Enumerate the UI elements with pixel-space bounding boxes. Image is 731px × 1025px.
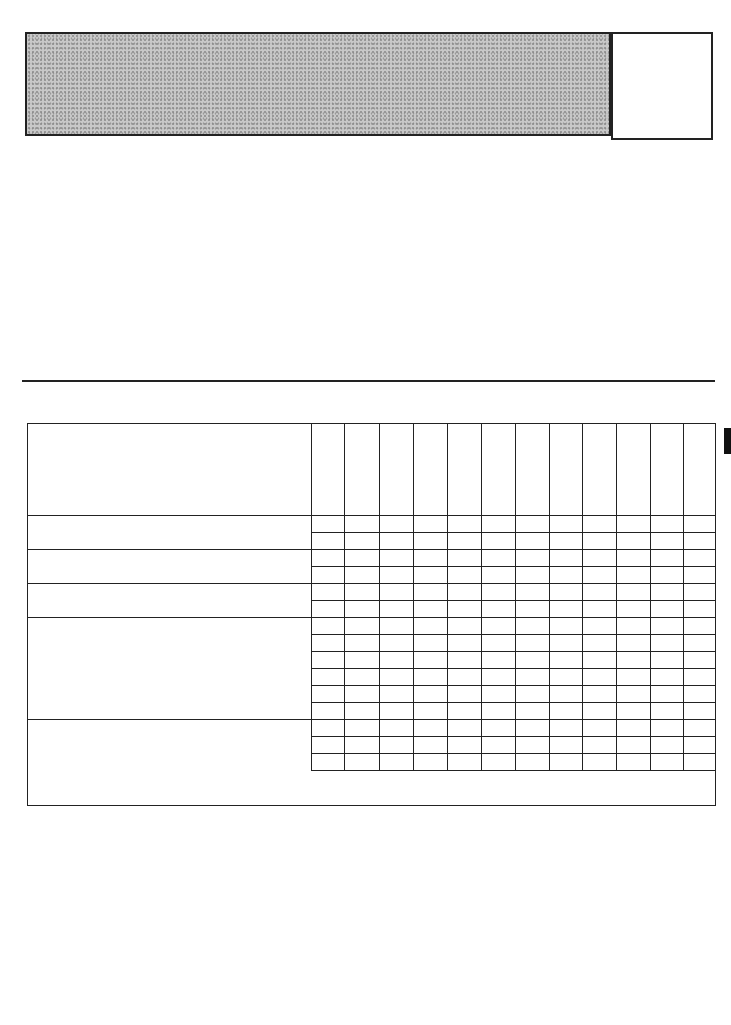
page-cell: [312, 567, 345, 584]
page-cell: [683, 635, 716, 652]
page-cell: [616, 754, 650, 771]
page-cell: [650, 516, 683, 533]
page-cell: [549, 584, 582, 601]
page-cell: [549, 703, 582, 720]
page-cell: [616, 652, 650, 669]
page-cell: [312, 669, 345, 686]
page-cell: [683, 754, 716, 771]
page-cell: [312, 703, 345, 720]
table-row: [27, 584, 716, 601]
page-cell: [414, 737, 448, 754]
page-cell: [616, 720, 650, 737]
page-cell: [481, 703, 515, 720]
column-header: [515, 424, 549, 516]
toc-entry: [410, 199, 715, 219]
page-cell: [582, 584, 616, 601]
toc-part-heading: [25, 158, 337, 178]
page-cell: [549, 618, 582, 635]
page-cell: [447, 584, 481, 601]
row-label: [27, 652, 312, 669]
thumb-tab: [724, 428, 731, 454]
column-header: [549, 424, 582, 516]
page-cell: [414, 652, 448, 669]
page-cell: [582, 737, 616, 754]
toc-entry: [25, 334, 337, 354]
page-cell: [616, 533, 650, 550]
page-cell: [380, 703, 414, 720]
page-cell: [380, 550, 414, 567]
page-cell: [380, 737, 414, 754]
page-cell: [481, 754, 515, 771]
page-cell: [312, 635, 345, 652]
page-cell: [650, 737, 683, 754]
page-cell: [549, 601, 582, 618]
page-cell: [549, 516, 582, 533]
page-cell: [312, 737, 345, 754]
page-cell: [515, 601, 549, 618]
page-cell: [414, 516, 448, 533]
page-cell: [683, 584, 716, 601]
page-cell: [616, 635, 650, 652]
page-cell: [447, 652, 481, 669]
page-cell: [481, 720, 515, 737]
page-cell: [549, 567, 582, 584]
page-cell: [650, 601, 683, 618]
page-cell: [549, 737, 582, 754]
page-cell: [683, 550, 716, 567]
page-cell: [515, 567, 549, 584]
page-cell: [515, 754, 549, 771]
toc-part-heading: [410, 316, 715, 336]
page-cell: [380, 652, 414, 669]
page-cell: [616, 550, 650, 567]
page-cell: [447, 601, 481, 618]
page-cell: [582, 669, 616, 686]
page-cell: [380, 516, 414, 533]
page-cell: [549, 754, 582, 771]
page-cell: [582, 550, 616, 567]
table-row: [27, 533, 716, 550]
column-header: [312, 424, 345, 516]
toc-entry: [25, 217, 337, 237]
page-cell: [481, 686, 515, 703]
page-cell: [447, 686, 481, 703]
page-cell: [380, 618, 414, 635]
page-cell: [515, 703, 549, 720]
page-cell: [380, 601, 414, 618]
page-cell: [582, 754, 616, 771]
page-cell: [414, 669, 448, 686]
toc-entry: [410, 238, 715, 258]
page-cell: [414, 635, 448, 652]
page-cell: [515, 720, 549, 737]
page-cell: [549, 533, 582, 550]
page-cell: [683, 669, 716, 686]
page-cell: [414, 584, 448, 601]
page-cell: [616, 516, 650, 533]
column-header: [582, 424, 616, 516]
page-cell: [345, 584, 380, 601]
table-row: [27, 669, 716, 686]
page-cell: [345, 550, 380, 567]
page-cell: [616, 618, 650, 635]
toc-entry: [25, 256, 337, 276]
page-cell: [683, 652, 716, 669]
page-cell: [515, 533, 549, 550]
page-cell: [683, 533, 716, 550]
page-cell: [650, 635, 683, 652]
page-cell: [414, 754, 448, 771]
page-cell: [447, 720, 481, 737]
page-cell: [650, 669, 683, 686]
page-cell: [616, 601, 650, 618]
page-cell: [582, 635, 616, 652]
page-cell: [380, 567, 414, 584]
index-header-cell: [27, 424, 312, 516]
page-cell: [345, 533, 380, 550]
page-cell: [345, 720, 380, 737]
page-cell: [447, 516, 481, 533]
page-cell: [683, 618, 716, 635]
page-cell: [650, 754, 683, 771]
page-cell: [345, 652, 380, 669]
page-cell: [650, 720, 683, 737]
page-cell: [312, 550, 345, 567]
page-cell: [481, 652, 515, 669]
table-row: [27, 754, 716, 771]
component-index: [27, 423, 716, 773]
page-cell: [312, 516, 345, 533]
page-cell: [345, 703, 380, 720]
page-cell: [582, 720, 616, 737]
page-cell: [380, 635, 414, 652]
page-cell: [616, 686, 650, 703]
page-cell: [582, 567, 616, 584]
page-cell: [582, 601, 616, 618]
divider: [22, 380, 715, 382]
page-cell: [312, 652, 345, 669]
page-cell: [312, 533, 345, 550]
page-cell: [582, 533, 616, 550]
page-cell: [380, 754, 414, 771]
page-cell: [414, 567, 448, 584]
page-cell: [683, 720, 716, 737]
page-cell: [582, 686, 616, 703]
column-header: [650, 424, 683, 516]
page-cell: [481, 533, 515, 550]
toc-part-heading: [410, 219, 715, 239]
page-cell: [380, 669, 414, 686]
page-cell: [414, 601, 448, 618]
toc-part-heading: [25, 275, 337, 295]
page-cell: [447, 635, 481, 652]
toc-part-heading: [25, 314, 337, 334]
page-cell: [515, 686, 549, 703]
row-label: [27, 720, 312, 737]
page-cell: [616, 584, 650, 601]
page-cell: [515, 635, 549, 652]
part-heading: [28, 388, 36, 420]
table-row: [27, 737, 716, 754]
toc-part-heading: [410, 160, 715, 180]
page-cell: [345, 754, 380, 771]
page-cell: [650, 533, 683, 550]
row-label: [27, 703, 312, 720]
toc-left: [25, 158, 337, 373]
column-header: [616, 424, 650, 516]
column-header: [345, 424, 380, 516]
page-cell: [481, 584, 515, 601]
page-cell: [650, 652, 683, 669]
page-cell: [481, 567, 515, 584]
page-cell: [616, 567, 650, 584]
page-cell: [549, 669, 582, 686]
page-cell: [582, 618, 616, 635]
page-cell: [312, 618, 345, 635]
page-cell: [414, 618, 448, 635]
toc-entry: [410, 277, 715, 297]
column-header: [683, 424, 716, 516]
page-cell: [650, 550, 683, 567]
table-row: [27, 652, 716, 669]
page-cell: [549, 652, 582, 669]
toc-part-heading: [410, 258, 715, 278]
page-cell: [312, 584, 345, 601]
row-label: [27, 737, 312, 754]
page-cell: [481, 635, 515, 652]
page-cell: [650, 618, 683, 635]
page-cell: [414, 703, 448, 720]
page-cell: [582, 703, 616, 720]
page-cell: [683, 516, 716, 533]
page-cell: [447, 550, 481, 567]
column-header: [380, 424, 414, 516]
page-cell: [683, 737, 716, 754]
page-cell: [447, 669, 481, 686]
table-row: [27, 635, 716, 652]
column-header: [414, 424, 448, 516]
group-box: [611, 32, 713, 140]
page-cell: [481, 516, 515, 533]
component-index-table: [27, 423, 716, 771]
page-cell: [683, 567, 716, 584]
table-row: [27, 601, 716, 618]
page-cell: [345, 567, 380, 584]
page-cell: [481, 737, 515, 754]
toc-entry: [410, 336, 715, 356]
table-row: [27, 618, 716, 635]
page-cell: [616, 669, 650, 686]
page-cell: [380, 720, 414, 737]
toc-entry: [25, 295, 337, 315]
page-cell: [380, 533, 414, 550]
page-cell: [312, 720, 345, 737]
row-label: [27, 567, 312, 584]
page-cell: [650, 703, 683, 720]
page-cell: [481, 669, 515, 686]
table-row: [27, 703, 716, 720]
toc-entry: [410, 180, 715, 200]
page-cell: [447, 533, 481, 550]
page-cell: [345, 601, 380, 618]
row-label: [27, 669, 312, 686]
table-row: [27, 516, 716, 533]
toc-entry: [410, 355, 715, 375]
row-label: [27, 618, 312, 635]
page-cell: [345, 669, 380, 686]
title-banner: [25, 32, 611, 136]
table-row: [27, 567, 716, 584]
page-cell: [414, 686, 448, 703]
row-label: [27, 516, 312, 533]
page-cell: [345, 618, 380, 635]
page-cell: [414, 533, 448, 550]
page-cell: [683, 601, 716, 618]
page-cell: [481, 601, 515, 618]
page-cell: [515, 669, 549, 686]
page-cell: [481, 550, 515, 567]
table-row: [27, 686, 716, 703]
page-cell: [515, 737, 549, 754]
page-cell: [515, 516, 549, 533]
page-cell: [650, 686, 683, 703]
page-cell: [345, 686, 380, 703]
row-label: [27, 533, 312, 550]
column-header: [481, 424, 515, 516]
page-cell: [616, 737, 650, 754]
row-label: [27, 601, 312, 618]
row-label: [27, 754, 312, 771]
page-cell: [549, 686, 582, 703]
page-cell: [447, 703, 481, 720]
page-cell: [650, 584, 683, 601]
column-header: [447, 424, 481, 516]
page-cell: [481, 618, 515, 635]
toc-right: [410, 160, 715, 375]
page-cell: [380, 686, 414, 703]
page-cell: [515, 618, 549, 635]
page-cell: [549, 550, 582, 567]
page-cell: [650, 567, 683, 584]
page-cell: [345, 635, 380, 652]
page-cell: [414, 550, 448, 567]
page-cell: [345, 737, 380, 754]
page-cell: [515, 584, 549, 601]
page-cell: [683, 686, 716, 703]
page-cell: [515, 550, 549, 567]
toc-entry: [410, 297, 715, 317]
page-cell: [515, 652, 549, 669]
page-cell: [582, 652, 616, 669]
page-cell: [447, 737, 481, 754]
row-label: [27, 584, 312, 601]
toc-part-heading: [25, 236, 337, 256]
page-cell: [582, 516, 616, 533]
page-cell: [683, 703, 716, 720]
toc-entry: [25, 178, 337, 198]
row-label: [27, 686, 312, 703]
page-cell: [447, 618, 481, 635]
page-cell: [380, 584, 414, 601]
page-cell: [312, 601, 345, 618]
page-cell: [345, 516, 380, 533]
table-row: [27, 550, 716, 567]
page-cell: [549, 720, 582, 737]
toc-entry: [25, 353, 337, 373]
row-label: [27, 635, 312, 652]
table-row: [27, 720, 716, 737]
page-cell: [414, 720, 448, 737]
page-cell: [447, 567, 481, 584]
page-cell: [549, 635, 582, 652]
page-cell: [312, 754, 345, 771]
page-cell: [312, 686, 345, 703]
page-cell: [616, 703, 650, 720]
row-label: [27, 550, 312, 567]
toc-part-heading: [25, 197, 337, 217]
page-cell: [447, 754, 481, 771]
